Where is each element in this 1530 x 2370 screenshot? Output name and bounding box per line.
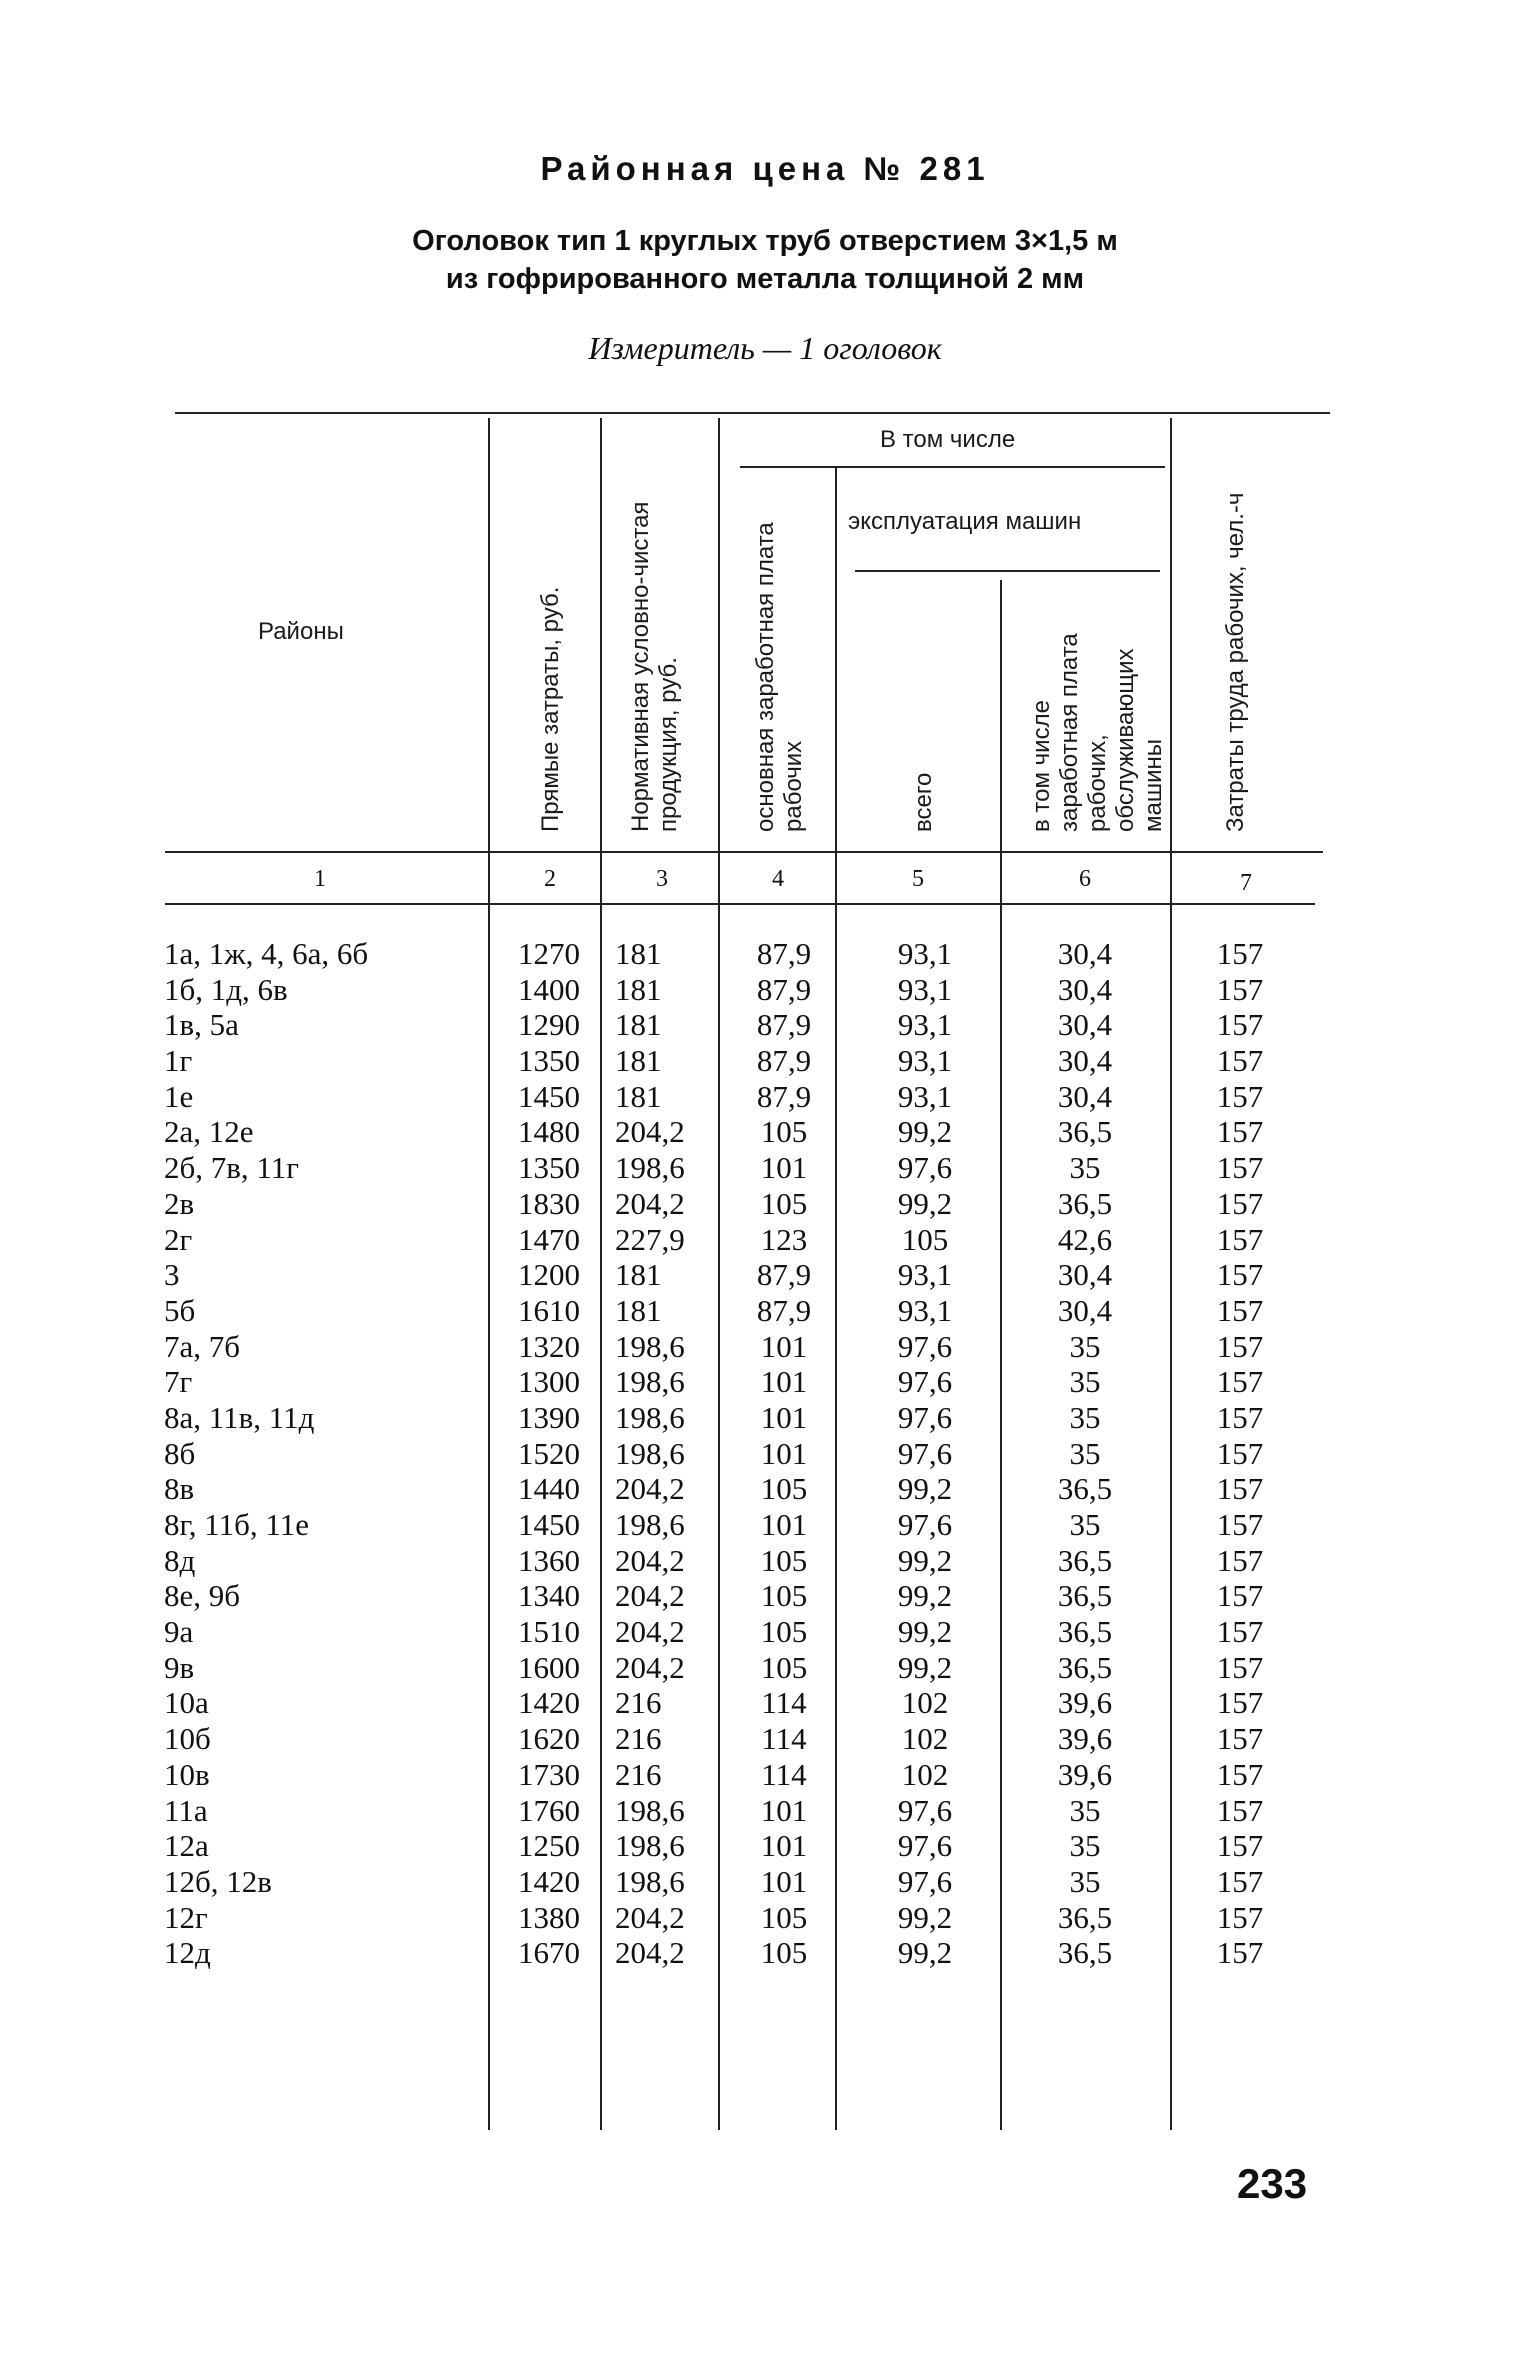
- base-wage-cell: 101: [760, 1507, 808, 1542]
- labor-cost-cell: 157: [1216, 1185, 1264, 1221]
- operators-wage-cell: 35: [1069, 1364, 1101, 1400]
- machines-total-cell: 102: [901, 1685, 949, 1721]
- net-production-cell: 216: [615, 1685, 662, 1721]
- machines-total-cell: 99,2: [897, 1542, 953, 1578]
- table-row: [0, 1043, 1530, 1079]
- net-production-cell: 227,9: [615, 1221, 685, 1257]
- table-row: [0, 1935, 1530, 1971]
- header-machine-operators-wage: в том числе заработная плата рабочих, обслуживающих машины: [1028, 633, 1167, 832]
- operators-wage-cell: 30,4: [1057, 1007, 1113, 1043]
- labor-cost-cell: 157: [1216, 1899, 1264, 1935]
- base-wage-cell: 105: [760, 1185, 808, 1221]
- base-wage-cell: 101: [760, 1828, 808, 1864]
- direct-costs-cell: 1440: [518, 1471, 580, 1507]
- net-production-cell: 181: [615, 971, 662, 1007]
- table-row: [0, 1650, 1530, 1686]
- direct-costs-cell: 1480: [518, 1114, 580, 1150]
- operators-wage-cell: 30,4: [1057, 1043, 1113, 1079]
- column-number-4: 4: [772, 866, 784, 892]
- table-row: [0, 1900, 1530, 1936]
- machines-total-cell: 93,1: [897, 1007, 953, 1043]
- net-production-cell: 198,6: [615, 1435, 685, 1471]
- base-wage-cell: 101: [760, 1792, 808, 1828]
- base-wage-cell: 123: [760, 1221, 808, 1257]
- net-production-cell: 198,6: [615, 1364, 685, 1400]
- operators-wage-cell: 35: [1069, 1863, 1101, 1899]
- operators-wage-cell: 30,4: [1057, 1257, 1113, 1293]
- direct-costs-cell: 1450: [518, 1507, 580, 1542]
- base-wage-cell: 87,9: [756, 1292, 812, 1328]
- operators-wage-cell: 35: [1069, 1792, 1101, 1828]
- net-production-cell: 198,6: [615, 1328, 685, 1364]
- region-cell: 10в: [164, 1756, 210, 1792]
- operators-wage-cell: 39,6: [1057, 1721, 1113, 1757]
- direct-costs-cell: 1360: [518, 1542, 580, 1578]
- base-wage-cell: 105: [760, 1114, 808, 1150]
- operators-wage-cell: 36,5: [1057, 1578, 1113, 1614]
- table-top-rule: [175, 412, 1330, 414]
- operators-wage-cell: 35: [1069, 1828, 1101, 1864]
- table-row: [0, 936, 1530, 972]
- table-row: [0, 1507, 1530, 1543]
- net-production-cell: 198,6: [615, 1150, 685, 1186]
- labor-cost-cell: 157: [1216, 1792, 1264, 1828]
- operators-wage-cell: 35: [1069, 1435, 1101, 1471]
- net-production-cell: 204,2: [615, 1185, 685, 1221]
- base-wage-cell: 105: [760, 1649, 808, 1685]
- header-group-including: В том числе: [880, 426, 1016, 453]
- base-wage-cell: 101: [760, 1435, 808, 1471]
- base-wage-cell: 114: [761, 1721, 807, 1757]
- direct-costs-cell: 1830: [518, 1185, 580, 1221]
- subtitle: [0, 222, 1530, 298]
- labor-cost-cell: 157: [1216, 1399, 1264, 1435]
- direct-costs-cell: 1610: [518, 1292, 580, 1328]
- region-cell: 3: [164, 1257, 180, 1293]
- region-cell: 8в: [164, 1471, 195, 1507]
- net-production-cell: 204,2: [615, 1935, 685, 1971]
- machines-total-cell: 99,2: [897, 1899, 953, 1935]
- header-machine-operation: эксплуатация машин: [848, 508, 1082, 535]
- net-production-cell: 204,2: [615, 1649, 685, 1685]
- header-regions: Районы: [258, 618, 344, 645]
- machines-total-cell: 99,2: [897, 1614, 953, 1650]
- column-number-3: 3: [656, 866, 668, 892]
- machines-total-cell: 97,6: [897, 1507, 953, 1542]
- labor-cost-cell: 157: [1216, 1257, 1264, 1293]
- machines-total-cell: 99,2: [897, 1935, 953, 1971]
- labor-cost-cell: 157: [1216, 1649, 1264, 1685]
- direct-costs-cell: 1470: [518, 1221, 580, 1257]
- net-production-cell: 181: [615, 1292, 662, 1328]
- machines-total-cell: 97,6: [897, 1435, 953, 1471]
- base-wage-cell: 87,9: [756, 1257, 812, 1293]
- net-production-cell: 216: [615, 1721, 662, 1757]
- direct-costs-cell: 1380: [518, 1899, 580, 1935]
- table-row: [0, 1828, 1530, 1864]
- machines-total-cell: 97,6: [897, 1863, 953, 1899]
- column-number-6: 6: [1079, 866, 1091, 892]
- direct-costs-cell: 1390: [518, 1399, 580, 1435]
- region-cell: 1а, 1ж, 4, 6а, 6б: [164, 936, 369, 971]
- labor-cost-cell: 157: [1216, 1542, 1264, 1578]
- table-body: [0, 936, 1530, 1971]
- labor-cost-cell: 157: [1216, 1328, 1264, 1364]
- net-production-cell: 204,2: [615, 1578, 685, 1614]
- machines-total-cell: 105: [901, 1221, 949, 1257]
- base-wage-cell: 105: [760, 1614, 808, 1650]
- base-wage-cell: 105: [760, 1542, 808, 1578]
- direct-costs-cell: 1670: [518, 1935, 580, 1971]
- machines-total-cell: 97,6: [897, 1792, 953, 1828]
- operators-wage-cell: 36,5: [1057, 1471, 1113, 1507]
- table-row: [0, 1222, 1530, 1258]
- labor-cost-cell: 157: [1216, 1507, 1264, 1542]
- labor-cost-cell: 157: [1216, 1935, 1264, 1971]
- direct-costs-cell: 1350: [518, 1043, 580, 1079]
- machines-total-cell: 99,2: [897, 1114, 953, 1150]
- machines-total-cell: 97,6: [897, 1150, 953, 1186]
- header-machines-total: всего: [910, 772, 937, 832]
- header-net-production: Нормативная условно-чистая продукция, руб.: [627, 501, 682, 832]
- base-wage-cell: 87,9: [756, 971, 812, 1007]
- net-production-cell: 198,6: [615, 1863, 685, 1899]
- base-wage-cell: 105: [760, 1578, 808, 1614]
- machines-total-cell: 99,2: [897, 1649, 953, 1685]
- net-production-cell: 181: [615, 1257, 662, 1293]
- labor-cost-cell: 157: [1216, 1828, 1264, 1864]
- net-production-cell: 198,6: [615, 1792, 685, 1828]
- net-production-cell: 181: [615, 1043, 662, 1079]
- base-wage-cell: 101: [760, 1399, 808, 1435]
- operators-wage-cell: 35: [1069, 1507, 1101, 1542]
- machines-total-cell: 102: [901, 1721, 949, 1757]
- region-cell: 10б: [164, 1721, 211, 1757]
- direct-costs-cell: 1510: [518, 1614, 580, 1650]
- region-cell: 2б, 7в, 11г: [164, 1150, 299, 1186]
- table-row: [0, 1578, 1530, 1614]
- base-wage-cell: 87,9: [756, 1007, 812, 1043]
- direct-costs-cell: 1420: [518, 1685, 580, 1721]
- operators-wage-cell: 36,5: [1057, 1935, 1113, 1971]
- table-row: [0, 1400, 1530, 1436]
- machines-total-cell: 99,2: [897, 1185, 953, 1221]
- labor-cost-cell: 157: [1216, 936, 1264, 971]
- net-production-cell: 198,6: [615, 1399, 685, 1435]
- table-row: [0, 1257, 1530, 1293]
- machines-total-cell: 99,2: [897, 1578, 953, 1614]
- base-wage-cell: 101: [760, 1328, 808, 1364]
- table-row: [0, 1864, 1530, 1900]
- operators-wage-cell: 36,5: [1057, 1114, 1113, 1150]
- table-row: [0, 1079, 1530, 1115]
- machines-total-cell: 97,6: [897, 1399, 953, 1435]
- machines-total-cell: 93,1: [897, 936, 953, 971]
- direct-costs-cell: 1400: [518, 971, 580, 1007]
- labor-cost-cell: 157: [1216, 1150, 1264, 1186]
- table-row: [0, 1150, 1530, 1186]
- region-cell: 2а, 12е: [164, 1114, 254, 1150]
- base-wage-cell: 105: [760, 1935, 808, 1971]
- page-number: 233: [1237, 2160, 1308, 2207]
- table-row: [0, 1186, 1530, 1222]
- table-row: [0, 1543, 1530, 1579]
- operators-wage-cell: 30,4: [1057, 1292, 1113, 1328]
- column-number-5: 5: [912, 866, 924, 892]
- region-cell: 10а: [164, 1685, 209, 1721]
- machines-total-cell: 93,1: [897, 971, 953, 1007]
- direct-costs-cell: 1620: [518, 1721, 580, 1757]
- measure-unit: Измеритель — 1 оголовок: [588, 330, 942, 366]
- machines-total-cell: 97,6: [897, 1828, 953, 1864]
- page-title: Районная цена № 281: [540, 150, 990, 187]
- net-production-cell: 181: [615, 1007, 662, 1043]
- machines-total-cell: 93,1: [897, 1043, 953, 1079]
- region-cell: 7г: [164, 1364, 193, 1400]
- base-wage-cell: 105: [760, 1899, 808, 1935]
- net-production-cell: 181: [615, 936, 662, 971]
- labor-cost-cell: 157: [1216, 1685, 1264, 1721]
- net-production-cell: 216: [615, 1756, 662, 1792]
- table-row: [0, 1364, 1530, 1400]
- header-base-wage: основная заработная плата рабочих: [752, 522, 807, 832]
- base-wage-cell: 114: [761, 1685, 807, 1721]
- column-number-1: 1: [314, 866, 326, 892]
- labor-cost-cell: 157: [1216, 1078, 1264, 1114]
- direct-costs-cell: 1250: [518, 1828, 580, 1864]
- region-cell: 9в: [164, 1649, 195, 1685]
- region-cell: 12д: [164, 1935, 211, 1971]
- base-wage-cell: 101: [760, 1150, 808, 1186]
- base-wage-cell: 101: [760, 1863, 808, 1899]
- operators-wage-cell: 36,5: [1057, 1185, 1113, 1221]
- operators-wage-cell: 39,6: [1057, 1685, 1113, 1721]
- operators-wage-cell: 42,6: [1057, 1221, 1113, 1257]
- header-direct-costs: Прямые затраты, руб.: [537, 586, 564, 832]
- region-cell: 1г: [164, 1043, 193, 1079]
- direct-costs-cell: 1200: [518, 1257, 580, 1293]
- labor-cost-cell: 157: [1216, 1364, 1264, 1400]
- operators-wage-cell: 36,5: [1057, 1649, 1113, 1685]
- table-row: [0, 1114, 1530, 1150]
- subtitle-line-2: из гофрированного металла толщиной 2 мм: [445, 263, 1085, 295]
- direct-costs-cell: 1350: [518, 1150, 580, 1186]
- direct-costs-cell: 1730: [518, 1756, 580, 1792]
- operators-wage-cell: 35: [1069, 1328, 1101, 1364]
- direct-costs-cell: 1760: [518, 1792, 580, 1828]
- base-wage-cell: 105: [760, 1471, 808, 1507]
- region-cell: 2в: [164, 1185, 195, 1221]
- table-row: [0, 1471, 1530, 1507]
- net-production-cell: 198,6: [615, 1507, 685, 1542]
- table-row: [0, 1757, 1530, 1793]
- region-cell: 5б: [164, 1292, 196, 1328]
- labor-cost-cell: 157: [1216, 1043, 1264, 1079]
- labor-cost-cell: 157: [1216, 1614, 1264, 1650]
- region-cell: 8д: [164, 1542, 196, 1578]
- labor-cost-cell: 157: [1216, 1721, 1264, 1757]
- operators-wage-cell: 30,4: [1057, 936, 1113, 971]
- direct-costs-cell: 1420: [518, 1863, 580, 1899]
- table-row: [0, 972, 1530, 1008]
- table-row: [0, 1436, 1530, 1472]
- direct-costs-cell: 1340: [518, 1578, 580, 1614]
- operators-wage-cell: 36,5: [1057, 1614, 1113, 1650]
- labor-cost-cell: 157: [1216, 1292, 1264, 1328]
- operators-wage-cell: 30,4: [1057, 1078, 1113, 1114]
- region-cell: 8е, 9б: [164, 1578, 241, 1614]
- direct-costs-cell: 1290: [518, 1007, 580, 1043]
- table-row: [0, 1793, 1530, 1829]
- region-cell: 8а, 11в, 11д: [164, 1399, 315, 1435]
- header-labor-costs: Затраты труда рабочих, чел.-ч: [1222, 492, 1249, 832]
- base-wage-cell: 114: [761, 1756, 807, 1792]
- subtitle-line-1: Оголовок тип 1 круглых труб отверстием 3×1,5 м: [412, 225, 1118, 257]
- net-production-cell: 204,2: [615, 1614, 685, 1650]
- machines-total-cell: 99,2: [897, 1471, 953, 1507]
- labor-cost-cell: 157: [1216, 1435, 1264, 1471]
- header-bottom-rule: [165, 851, 1323, 853]
- operators-wage-cell: 35: [1069, 1399, 1101, 1435]
- labor-cost-cell: 157: [1216, 1221, 1264, 1257]
- labor-cost-cell: 157: [1216, 1578, 1264, 1614]
- direct-costs-cell: 1300: [518, 1364, 580, 1400]
- labor-cost-cell: 157: [1216, 1007, 1264, 1043]
- net-production-cell: 204,2: [615, 1542, 685, 1578]
- net-production-cell: 181: [615, 1078, 662, 1114]
- machines-total-cell: 93,1: [897, 1078, 953, 1114]
- machines-total-cell: 102: [901, 1756, 949, 1792]
- table-row: [0, 1293, 1530, 1329]
- table-row: [0, 1685, 1530, 1721]
- region-cell: 1в, 5а: [164, 1007, 239, 1043]
- region-cell: 1е: [164, 1078, 194, 1114]
- machines-total-cell: 97,6: [897, 1364, 953, 1400]
- table-row: [0, 1329, 1530, 1365]
- region-cell: 12б, 12в: [164, 1863, 272, 1899]
- machines-total-cell: 93,1: [897, 1292, 953, 1328]
- base-wage-cell: 87,9: [756, 1043, 812, 1079]
- region-cell: 2г: [164, 1221, 193, 1257]
- operators-wage-cell: 30,4: [1057, 971, 1113, 1007]
- labor-cost-cell: 157: [1216, 971, 1264, 1007]
- region-cell: 8г, 11б, 11е: [164, 1507, 309, 1542]
- direct-costs-cell: 1600: [518, 1649, 580, 1685]
- direct-costs-cell: 1450: [518, 1078, 580, 1114]
- table-row: [0, 1721, 1530, 1757]
- base-wage-cell: 87,9: [756, 936, 812, 971]
- machines-total-cell: 97,6: [897, 1328, 953, 1364]
- numbers-bottom-rule: [165, 903, 1315, 905]
- machines-total-cell: 93,1: [897, 1257, 953, 1293]
- operators-wage-cell: 36,5: [1057, 1899, 1113, 1935]
- net-production-cell: 204,2: [615, 1471, 685, 1507]
- labor-cost-cell: 157: [1216, 1114, 1264, 1150]
- net-production-cell: 198,6: [615, 1828, 685, 1864]
- region-cell: 12а: [164, 1828, 209, 1864]
- base-wage-cell: 87,9: [756, 1078, 812, 1114]
- operators-wage-cell: 36,5: [1057, 1542, 1113, 1578]
- region-cell: 7а, 7б: [164, 1328, 241, 1364]
- direct-costs-cell: 1320: [518, 1328, 580, 1364]
- table-row: [0, 1007, 1530, 1043]
- base-wage-cell: 101: [760, 1364, 808, 1400]
- operators-wage-cell: 35: [1069, 1150, 1101, 1186]
- net-production-cell: 204,2: [615, 1114, 685, 1150]
- labor-cost-cell: 157: [1216, 1863, 1264, 1899]
- region-cell: 11а: [164, 1792, 208, 1828]
- region-cell: 1б, 1д, 6в: [164, 971, 288, 1007]
- labor-cost-cell: 157: [1216, 1471, 1264, 1507]
- labor-cost-cell: 157: [1216, 1756, 1264, 1792]
- net-production-cell: 204,2: [615, 1899, 685, 1935]
- region-cell: 12г: [164, 1899, 208, 1935]
- column-number-7: 7: [1240, 870, 1252, 896]
- table-row: [0, 1614, 1530, 1650]
- column-number-2: 2: [544, 866, 556, 892]
- direct-costs-cell: 1520: [518, 1435, 580, 1471]
- region-cell: 9а: [164, 1614, 194, 1650]
- direct-costs-cell: 1270: [518, 936, 580, 971]
- operators-wage-cell: 39,6: [1057, 1756, 1113, 1792]
- region-cell: 8б: [164, 1435, 196, 1471]
